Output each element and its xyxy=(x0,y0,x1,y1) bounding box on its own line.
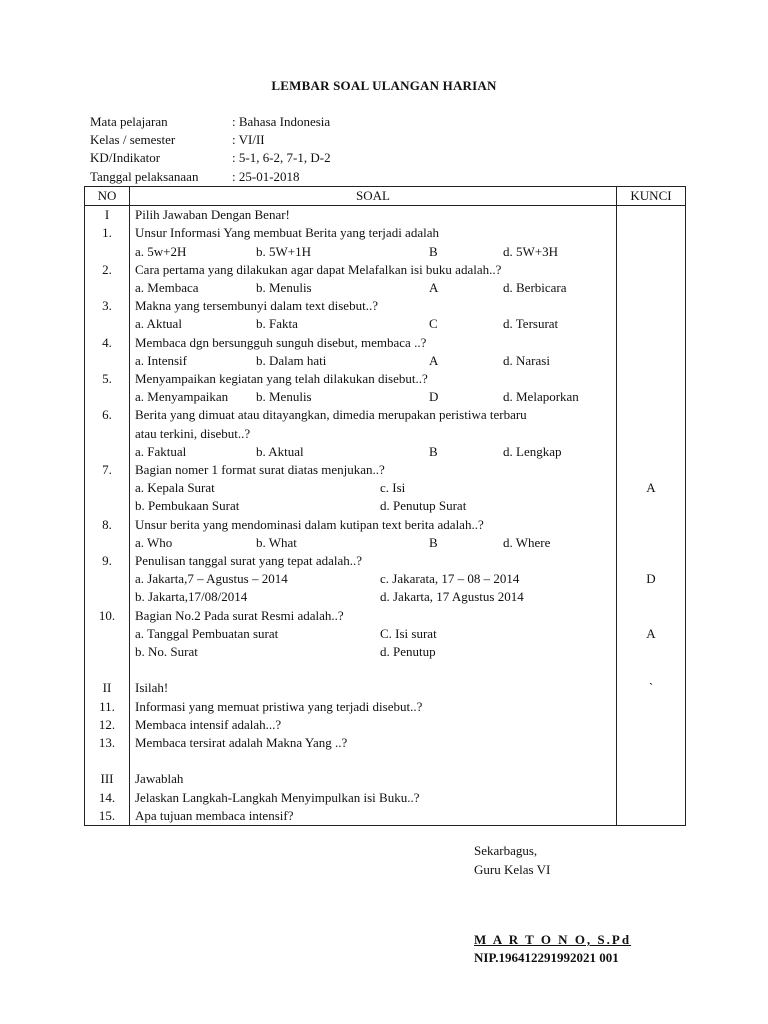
section-number: III xyxy=(85,770,130,788)
option-a: a. Kepala Surat xyxy=(135,480,215,496)
question-text: Informasi yang memuat pristiwa yang terjadi disebut..? xyxy=(130,698,617,716)
option-c: A xyxy=(429,352,439,368)
option-a: a. Membaca xyxy=(135,280,199,295)
table-row-continued xyxy=(85,425,686,443)
options-row xyxy=(85,497,686,515)
section-title: Isilah! xyxy=(130,679,617,697)
table-header-row xyxy=(85,187,686,206)
spacer-row xyxy=(85,661,686,679)
question-text: Menyampaikan kegiatan yang telah dilakukan disebut..? xyxy=(130,370,617,388)
question-number: 13. xyxy=(85,734,130,752)
question-text: Bagian No.2 Pada surat Resmi adalah..? xyxy=(130,607,617,625)
info-label: KD/Indikator xyxy=(90,150,161,166)
option-a: a. Who xyxy=(135,534,173,550)
question-text: Apa tujuan membaca intensif? xyxy=(130,807,617,826)
section-row xyxy=(85,679,686,697)
table-row xyxy=(85,297,686,315)
option-d: d. Penutup xyxy=(380,643,436,659)
question-text: Penulisan tanggal surat yang tepat adalah..? xyxy=(130,552,617,570)
question-number: 12. xyxy=(85,716,130,734)
option-a: a. Intensif xyxy=(135,352,187,368)
signature-role: Guru Kelas VI xyxy=(474,862,551,877)
options-row xyxy=(85,352,686,370)
option-c: A xyxy=(429,280,439,295)
answer-key xyxy=(617,206,686,225)
options-row xyxy=(85,279,686,297)
question-number: 10. xyxy=(85,607,130,625)
options-row xyxy=(85,643,686,661)
answer-key xyxy=(617,224,686,242)
table-row xyxy=(85,716,686,734)
question-number: 7. xyxy=(85,461,130,479)
question-text: Cara pertama yang dilakukan agar dapat Melafalkan isi buku adalah..? xyxy=(130,261,617,279)
option-d: d. Berbicara xyxy=(503,280,567,295)
option-d: d. Where xyxy=(503,534,551,550)
question-text-continued: atau terkini, disebut..? xyxy=(130,425,617,443)
section-title: Pilih Jawaban Dengan Benar! xyxy=(130,206,617,225)
info-label: Tanggal pelaksanaan xyxy=(90,168,199,184)
header-soal: SOAL xyxy=(130,187,617,206)
table-row xyxy=(85,516,686,534)
option-d: d. 5W+3H xyxy=(503,243,558,259)
info-value: : 25-01-2018 xyxy=(232,168,300,184)
section-title: Jawablah xyxy=(130,770,617,788)
question-number: 9. xyxy=(85,552,130,570)
option-c: B xyxy=(429,534,438,550)
option-a: a. 5w+2H xyxy=(135,243,187,259)
info-value: : Bahasa Indonesia xyxy=(232,114,331,129)
option-b: b. Dalam hati xyxy=(256,352,327,368)
option-a: a. Faktual xyxy=(135,443,187,459)
section-row xyxy=(85,770,686,788)
question-text: Membaca tersirat adalah Makna Yang ..? xyxy=(130,734,617,752)
info-value: : VI/II xyxy=(232,132,265,148)
section-number: II xyxy=(85,679,130,697)
options-row xyxy=(85,570,686,588)
info-label: Kelas / semester xyxy=(90,132,176,148)
option-c: B xyxy=(429,443,438,459)
signature-nip: NIP.196412291992021 001 xyxy=(474,950,619,965)
option-b: b. Aktual xyxy=(256,443,304,459)
options-row xyxy=(85,388,686,406)
option-d: d. Jakarta, 17 Agustus 2014 xyxy=(380,589,524,605)
option-d: d. Lengkap xyxy=(503,443,562,459)
question-text: Makna yang tersembunyi dalam text disebut..? xyxy=(130,297,617,315)
question-number: 3. xyxy=(85,297,130,315)
info-value: : 5-1, 6-2, 7-1, D-2 xyxy=(232,150,331,166)
table-row xyxy=(85,334,686,352)
options-row xyxy=(85,625,686,643)
table-row xyxy=(85,698,686,716)
question-number: 1. xyxy=(85,224,130,242)
option-c: D xyxy=(429,389,439,405)
question-number: 5. xyxy=(85,370,130,388)
signature-place: Sekarbagus, xyxy=(474,843,538,858)
question-text: Jelaskan Langkah-Langkah Menyimpulkan isi Buku..? xyxy=(130,789,617,807)
signature-name: M A R T O N O, S.Pd xyxy=(474,932,632,947)
options-row xyxy=(85,479,686,497)
header-kunci: KUNCI xyxy=(617,187,686,206)
option-c: c. Jakarata, 17 – 08 – 2014 xyxy=(380,571,520,587)
options-row xyxy=(85,588,686,606)
option-a: a. Menyampaikan xyxy=(135,389,229,405)
option-a: a. Tanggal Pembuatan surat xyxy=(135,625,279,641)
question-table xyxy=(84,186,686,826)
option-b: b. No. Surat xyxy=(135,643,198,659)
question-text: Berita yang dimuat atau ditayangkan, dimedia merupakan peristiwa terbaru xyxy=(130,406,617,424)
section-number: I xyxy=(85,206,130,225)
spacer-row xyxy=(85,752,686,770)
options-row xyxy=(85,534,686,552)
question-number: 14. xyxy=(85,789,130,807)
option-c: c. Isi xyxy=(380,480,406,496)
question-text: Bagian nomer 1 format surat diatas menjukan..? xyxy=(130,461,617,479)
answer-key: A xyxy=(617,625,686,643)
table-row xyxy=(85,789,686,807)
table-row xyxy=(85,461,686,479)
question-number: 8. xyxy=(85,516,130,534)
option-d: d. Narasi xyxy=(503,352,550,368)
answer-key: ` xyxy=(617,679,686,697)
table-row xyxy=(85,807,686,826)
info-label: Mata pelajaran xyxy=(90,114,168,129)
answer-key: D xyxy=(617,570,686,588)
option-b: b. Fakta xyxy=(256,316,298,332)
table-row xyxy=(85,224,686,242)
option-d: d. Penutup Surat xyxy=(380,498,467,514)
question-number: 2. xyxy=(85,261,130,279)
table-row xyxy=(85,370,686,388)
document-title: LEMBAR SOAL ULANGAN HARIAN xyxy=(271,78,497,93)
table-row xyxy=(85,607,686,625)
question-text: Membaca intensif adalah...? xyxy=(130,716,617,734)
question-number: 6. xyxy=(85,406,130,424)
option-d: d. Tersurat xyxy=(503,316,559,332)
question-text: Unsur berita yang mendominasi dalam kutipan text berita adalah..? xyxy=(130,516,617,534)
table-row xyxy=(85,552,686,570)
question-number: 15. xyxy=(85,807,130,826)
option-d: d. Melaporkan xyxy=(503,389,579,405)
section-row xyxy=(85,206,686,225)
option-b: b. Menulis xyxy=(256,280,312,295)
question-number: 4. xyxy=(85,334,130,352)
header-no: NO xyxy=(85,187,130,206)
question-text: Membaca dgn bersungguh sunguh disebut, membaca ..? xyxy=(130,334,617,352)
option-b: b. Menulis xyxy=(256,389,312,405)
options-row xyxy=(85,243,686,261)
option-b: b. Pembukaan Surat xyxy=(135,498,240,514)
option-c: C xyxy=(429,316,438,332)
table-row xyxy=(85,261,686,279)
options-row xyxy=(85,315,686,333)
question-text: Unsur Informasi Yang membuat Berita yang terjadi adalah xyxy=(130,224,617,242)
option-a: a. Jakarta,7 – Agustus – 2014 xyxy=(135,571,288,587)
option-b: b. 5W+1H xyxy=(256,243,311,259)
option-c: B xyxy=(429,243,438,259)
question-number: 11. xyxy=(85,698,130,716)
option-b: b. Jakarta,17/08/2014 xyxy=(135,589,248,605)
option-a: a. Aktual xyxy=(135,316,182,332)
option-c: C. Isi surat xyxy=(380,625,437,641)
answer-key: A xyxy=(617,479,686,497)
signature-block xyxy=(474,841,550,879)
option-b: b. What xyxy=(256,534,297,550)
options-row xyxy=(85,443,686,461)
table-row xyxy=(85,734,686,752)
table-row xyxy=(85,406,686,424)
